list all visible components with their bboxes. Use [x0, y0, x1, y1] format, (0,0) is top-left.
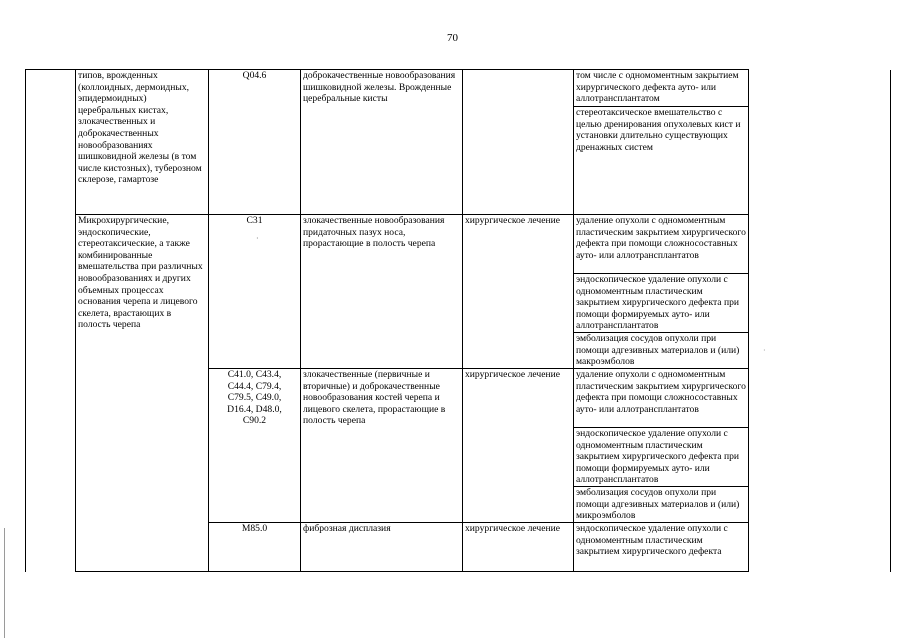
- method-cell: том числе с одномоментным закрытием хирургического дефекта ауто- или аллотрансплантатом: [574, 70, 749, 107]
- empty-price-cell: [749, 70, 891, 572]
- method-cell: эмболизация сосудов опухоли при помощи адгезивных материалов и (или) микроэмболов: [574, 487, 749, 523]
- scan-speck: ·: [256, 234, 259, 243]
- icd-code-line: C41.0, C43.4,: [227, 369, 282, 380]
- method-cell: удаление опухоли с одномоментным пластическим закрытием хирургического дефекта при помощи сложносоставных ауто- или аллотрансплантатов: [574, 215, 749, 274]
- icd-code-line: C90.2: [242, 415, 267, 427]
- page-number: 70: [447, 32, 458, 44]
- treatment-type-cell: хирургическое лечение: [463, 369, 574, 523]
- empty-number-cell: [26, 70, 76, 572]
- diagnosis-cell: злокачественные (первичные и вторичные) и доброкачественные новообразования костей черепа и лицевого скелета, прорастающие в полость черепа: [301, 369, 463, 523]
- icd-code-line: D16.4, D48.0,: [227, 403, 282, 415]
- diagnosis-cell: злокачественные новообразования придаточных пазух носа, прорастающие в полость черепа: [301, 215, 463, 369]
- intervention-name-cell: типов, врожденных (коллоидных, дермоидных, эпидермоидных) церебральных кистах, злокачественных и доброкачественных новообразованиях шишковидной железы (в том числе кистозных), туберозном склерозе, гамартозе: [76, 70, 209, 215]
- medical-care-table: [25, 69, 891, 572]
- table-row: [26, 70, 891, 107]
- diagnosis-cell: доброкачественные новообразования шишковидной железы. Врожденные церебральные кисты: [301, 70, 463, 215]
- intervention-name-cell: Микрохирургические, эндоскопические, стереотаксические, а также комбинированные вмешательства при различных новообразованиях и других объемных процессах основания черепа и лицевого скелета, врастающих в полость черепа: [76, 215, 209, 572]
- treatment-type-cell: хирургическое лечение: [463, 523, 574, 572]
- treatment-type-cell: [463, 70, 574, 215]
- icd-code-cell: M85.0: [209, 523, 301, 572]
- icd-code-cell: Q04.6: [209, 70, 301, 215]
- diagnosis-cell: фиброзная дисплазия: [301, 523, 463, 572]
- scan-speck: ·: [763, 346, 766, 355]
- method-cell: удаление опухоли с одномоментным пластическим закрытием хирургического дефекта при помощи сложносоставных ауто- или аллотрансплантатов: [574, 369, 749, 428]
- icd-code-cell: [209, 369, 301, 523]
- method-cell: эндоскопическое удаление опухоли с одномоментным пластическим закрытием хирургического дефекта при помощи формируемых ауто- или аллотрансплантатов: [574, 428, 749, 487]
- scan-edge-line: [4, 528, 5, 638]
- method-cell: стереотаксическое вмешательство с целью дренирования опухолевых кист и установки длительно существующих дренажных систем: [574, 107, 749, 215]
- icd-code-cell: C31: [209, 215, 301, 369]
- method-cell: эндоскопическое удаление опухоли с одномоментным пластическим закрытием хирургического дефекта: [574, 523, 749, 572]
- icd-code-line: C44.4, C79.4,: [227, 380, 282, 392]
- method-cell: эндоскопическое удаление опухоли с одномоментным пластическим закрытием хирургического дефекта при помощи формируемых ауто- или аллотрансплантатов: [574, 274, 749, 333]
- treatment-type-cell: хирургическое лечение: [463, 215, 574, 369]
- icd-code-line: C79.5, C49.0,: [227, 392, 282, 404]
- method-cell: эмболизация сосудов опухоли при помощи адгезивных материалов и (или) макроэмболов: [574, 333, 749, 369]
